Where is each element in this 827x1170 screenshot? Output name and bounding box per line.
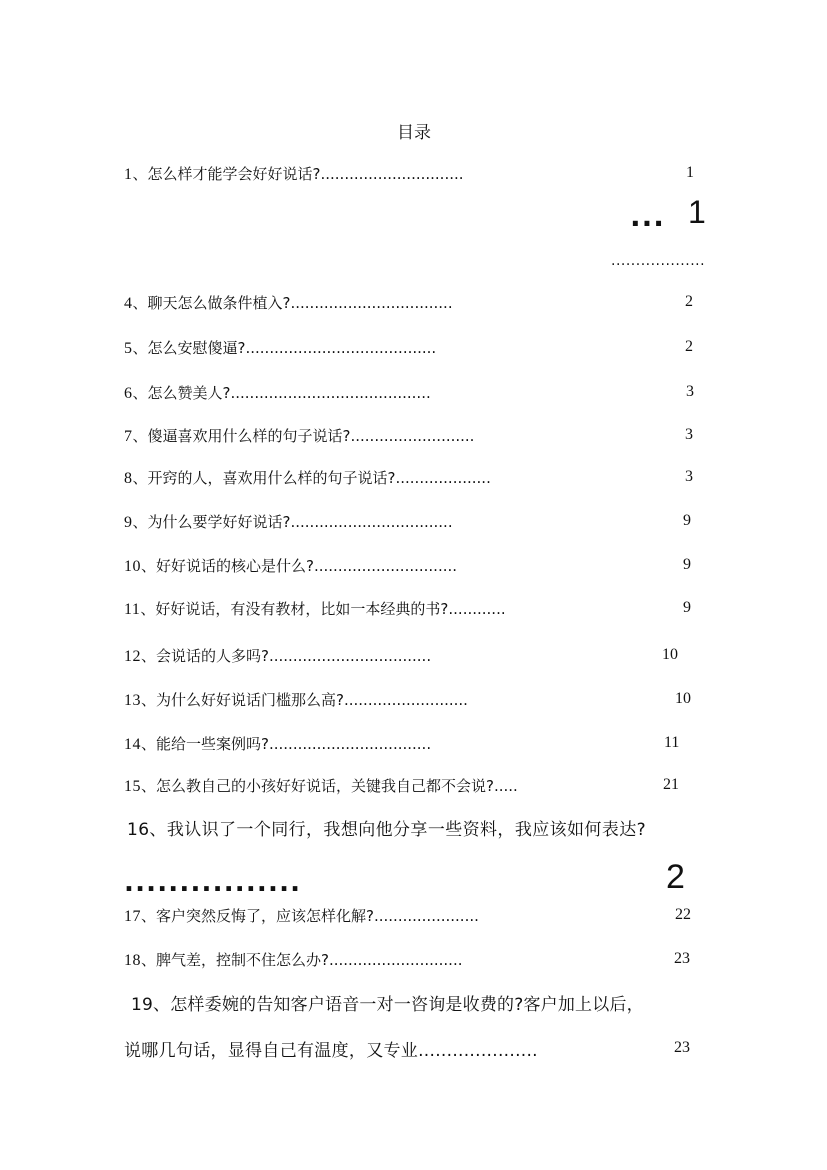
entry-text: 怎么样才能学会好好说话?.............................. <box>147 165 464 183</box>
toc-page-number-large: 1 <box>688 194 706 230</box>
entry-text: 怎么教自己的小孩好好说话，关键我自己都不会说?..... <box>156 777 518 795</box>
entry-separator: 、 <box>132 384 148 402</box>
entry-page-number: 23 <box>674 950 690 967</box>
entry-number: 17 <box>124 908 141 925</box>
toc-entry-text-line2: 说哪几句话，显得自己有温度，又专业..................... <box>124 1041 538 1061</box>
entry-separator: 、 <box>141 907 157 925</box>
entry-text: 为什么要学好好说话?.................................. <box>147 513 453 531</box>
entry-page-number: 3 <box>685 468 693 485</box>
toc-entry <box>124 775 518 796</box>
entry-page-number: 9 <box>683 556 691 573</box>
toc-leader-dots: ... <box>630 200 665 233</box>
toc-entry <box>124 511 453 532</box>
toc-leader-dots: ................ <box>124 868 302 898</box>
entry-number: 15 <box>124 778 141 795</box>
entry-separator: 、 <box>141 647 157 665</box>
entry-page-number: 11 <box>664 734 680 751</box>
entry-page-number: 9 <box>683 599 691 616</box>
entry-separator: 、 <box>141 735 157 753</box>
toc-entry <box>124 555 457 576</box>
entry-number: 1 <box>124 166 133 183</box>
entry-text: 好好说话，有没有教材，比如一本经典的书?............ <box>155 600 506 618</box>
entry-page-number: 3 <box>686 383 694 400</box>
entry-separator: 、 <box>132 427 148 445</box>
entry-separator: 、 <box>132 294 148 312</box>
entry-number: 13 <box>124 692 141 709</box>
toc-entry <box>124 905 479 926</box>
entry-text: 怎么赞美人?.......................................... <box>147 384 431 402</box>
entry-separator: 、 <box>132 165 148 183</box>
entry-separator: 、 <box>141 951 157 969</box>
entry-page-number: 3 <box>685 426 693 443</box>
entry-text: 为什么好好说话门槛那么高?.......................... <box>156 691 468 709</box>
toc-leader-dots-line: ................... <box>611 253 706 269</box>
toc-entry-text: 16、我认识了一个同行，我想向他分享一些资料，我应该如何表达? <box>127 820 647 840</box>
entry-number: 11 <box>124 601 141 618</box>
entry-separator: 、 <box>132 469 148 487</box>
entry-page-number: 9 <box>683 512 691 529</box>
entry-text: 脾气差，控制不住怎么办?............................ <box>156 951 463 969</box>
toc-entry <box>124 467 491 488</box>
entry-page-number-large: 2 <box>666 858 685 896</box>
entry-page-number: 10 <box>662 646 678 663</box>
entry-number: 9 <box>124 514 133 531</box>
toc-entry <box>124 733 431 754</box>
entry-page-number: 21 <box>663 776 679 793</box>
entry-text: 聊天怎么做条件植入?.................................. <box>147 294 453 312</box>
toc-entry <box>124 949 462 970</box>
entry-text: 会说话的人多吗?.................................. <box>156 647 432 665</box>
toc-entry <box>124 292 453 313</box>
toc-entry-text-line1: 19、怎样委婉的告知客户语音一对一咨询是收费的?客户加上以后， <box>131 995 644 1015</box>
entry-separator: 、 <box>132 339 148 357</box>
toc-entry <box>124 337 436 358</box>
toc-entry <box>124 598 506 619</box>
entry-page-number: 22 <box>675 906 691 923</box>
entry-number: 18 <box>124 952 141 969</box>
page-title: 目录 <box>397 123 431 143</box>
entry-number: 5 <box>124 340 133 357</box>
entry-number: 6 <box>124 385 133 402</box>
entry-separator: 、 <box>141 691 157 709</box>
toc-entry <box>124 645 431 666</box>
entry-text: 怎么安慰傻逼?........................................ <box>147 339 437 357</box>
entry-number: 4 <box>124 295 133 312</box>
entry-number: 8 <box>124 470 133 487</box>
toc-entry <box>124 689 468 710</box>
toc-entry <box>124 163 464 184</box>
entry-separator: 、 <box>140 600 156 618</box>
entry-text: 能给一些案例吗?.................................. <box>156 735 432 753</box>
entry-page-number: 2 <box>685 293 693 310</box>
entry-number: 10 <box>124 558 141 575</box>
entry-text: 傻逼喜欢用什么样的句子说话?.......................... <box>147 427 475 445</box>
entry-number: 12 <box>124 648 141 665</box>
entry-text: 好好说话的核心是什么?.............................. <box>156 557 458 575</box>
entry-text: 开窍的人，喜欢用什么样的句子说话?.................... <box>147 469 491 487</box>
entry-text: 客户突然反悔了，应该怎样化解?...................... <box>156 907 479 925</box>
toc-entry <box>124 425 474 446</box>
entry-page-number: 2 <box>685 338 693 355</box>
entry-page-number: 1 <box>686 164 694 181</box>
entry-separator: 、 <box>141 557 157 575</box>
entry-page-number: 23 <box>674 1039 690 1056</box>
toc-entry <box>124 382 431 403</box>
entry-separator: 、 <box>141 777 157 795</box>
entry-page-number: 10 <box>675 690 691 707</box>
entry-number: 7 <box>124 428 133 445</box>
entry-separator: 、 <box>132 513 148 531</box>
entry-number: 14 <box>124 736 141 753</box>
